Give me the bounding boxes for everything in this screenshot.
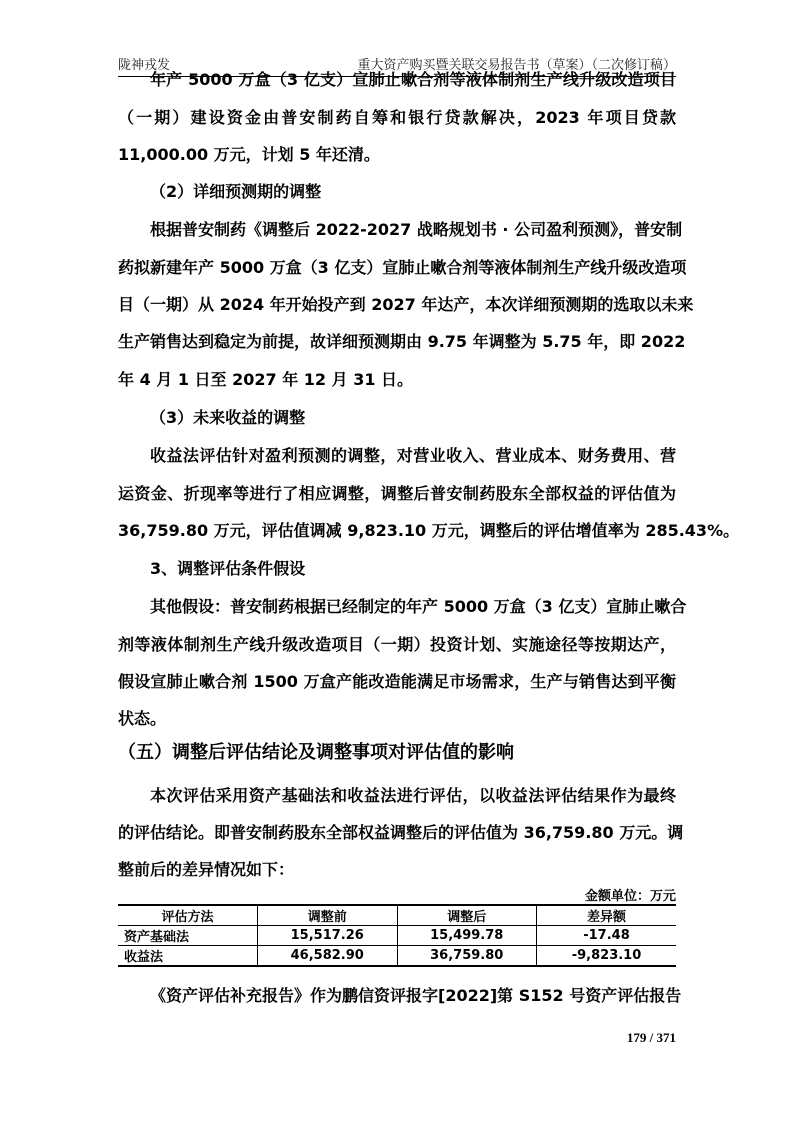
table-cell: 资产基础法	[118, 926, 258, 946]
table-cell: -17.48	[537, 926, 677, 946]
table-unit: 金额单位：万元	[584, 889, 676, 904]
page-number: 179 / 371	[626, 1030, 676, 1045]
paragraph-line: 假设宣肺止嗽合剂 1500 万盒产能改造能满足市场需求，生产与销售达到平衡	[118, 672, 676, 691]
paragraph-line: 收益法评估针对盈利预测的调整，对营业收入、营业成本、财务费用、营	[150, 446, 676, 465]
table-cell: 收益法	[118, 946, 258, 967]
subsection-heading: 3、调整评估条件假设	[150, 559, 306, 578]
table-cell: 36,759.80	[397, 946, 537, 967]
paragraph-line: 整前后的差异情况如下：	[118, 860, 295, 879]
table-row	[118, 946, 676, 967]
paragraph-line: 本次评估采用资产基础法和收益法进行评估，以收益法评估结果作为最终	[150, 786, 676, 805]
table-header: 调整前	[258, 905, 398, 926]
paragraph-line: （一期）建设资金由普安制药自筹和银行贷款解决，2023 年项目贷款	[118, 108, 676, 127]
paragraph-line: 运资金、折现率等进行了相应调整，调整后普安制药股东全部权益的评估值为	[118, 484, 676, 503]
paragraph-line: 状态。	[118, 709, 167, 728]
table-row	[118, 926, 676, 946]
paragraph-line: 剂等液体制剂生产线升级改造项目（一期）投资计划、实施途径等按期达产，	[118, 635, 676, 654]
paragraph-line: 11,000.00 万元，计划 5 年还清。	[118, 145, 380, 164]
paragraph-line: 其他假设：普安制药根据已经制定的年产 5000 万盒（3 亿支）宣肺止嗽合	[150, 597, 687, 616]
paragraph-line: 年 4 月 1 日至 2027 年 12 月 31 日。	[118, 370, 414, 389]
table-header: 差异额	[537, 905, 677, 926]
paragraph-line: 年产 5000 万盒（3 亿支）宣肺止嗽合剂等液体制剂生产线升级改造项目	[150, 70, 676, 89]
paragraph-line: 36,759.80 万元，评估值调减 9,823.10 万元，调整后的评估增值率为 285.43%。	[118, 521, 740, 540]
table-cell: 15,499.78	[397, 926, 537, 946]
valuation-table	[118, 904, 676, 967]
header-title: 重大资产购买暨关联交易报告书（草案）（二次修订稿）	[357, 57, 676, 72]
paragraph-line: 的评估结论。即普安制药股东全部权益调整后的评估值为 36,759.80 万元。调	[118, 823, 684, 842]
table-cell: 46,582.90	[258, 946, 398, 967]
paragraph-line: 《资产评估补充报告》作为鹏信资评报字[2022]第 S152 号资产评估报告	[150, 986, 682, 1005]
paragraph-line: 生产销售达到稳定为前提，故详细预测期由 9.75 年调整为 5.75 年，即 2022	[118, 332, 686, 351]
paragraph-line: 目（一期）从 2024 年开始投产到 2027 年达产，本次详细预测期的选取以未来	[118, 295, 694, 314]
section-heading: （五）调整后评估结论及调整事项对评估值的影响	[118, 742, 514, 763]
table-cell: 15,517.26	[258, 926, 398, 946]
subsection-heading: （2）详细预测期的调整	[150, 182, 322, 201]
table-header: 评估方法	[118, 905, 258, 926]
header-company: 陇神戎发	[118, 57, 171, 72]
table-cell: -9,823.10	[537, 946, 677, 967]
paragraph-line: 根据普安制药《调整后 2022-2027 战略规划书 · 公司盈利预测》，普安制	[150, 220, 683, 239]
table-header: 调整后	[397, 905, 537, 926]
table-header-row	[118, 905, 676, 926]
subsection-heading: （3）未来收益的调整	[150, 408, 306, 427]
paragraph-line: 药拟新建年产 5000 万盒（3 亿支）宣肺止嗽合剂等液体制剂生产线升级改造项	[118, 258, 687, 277]
